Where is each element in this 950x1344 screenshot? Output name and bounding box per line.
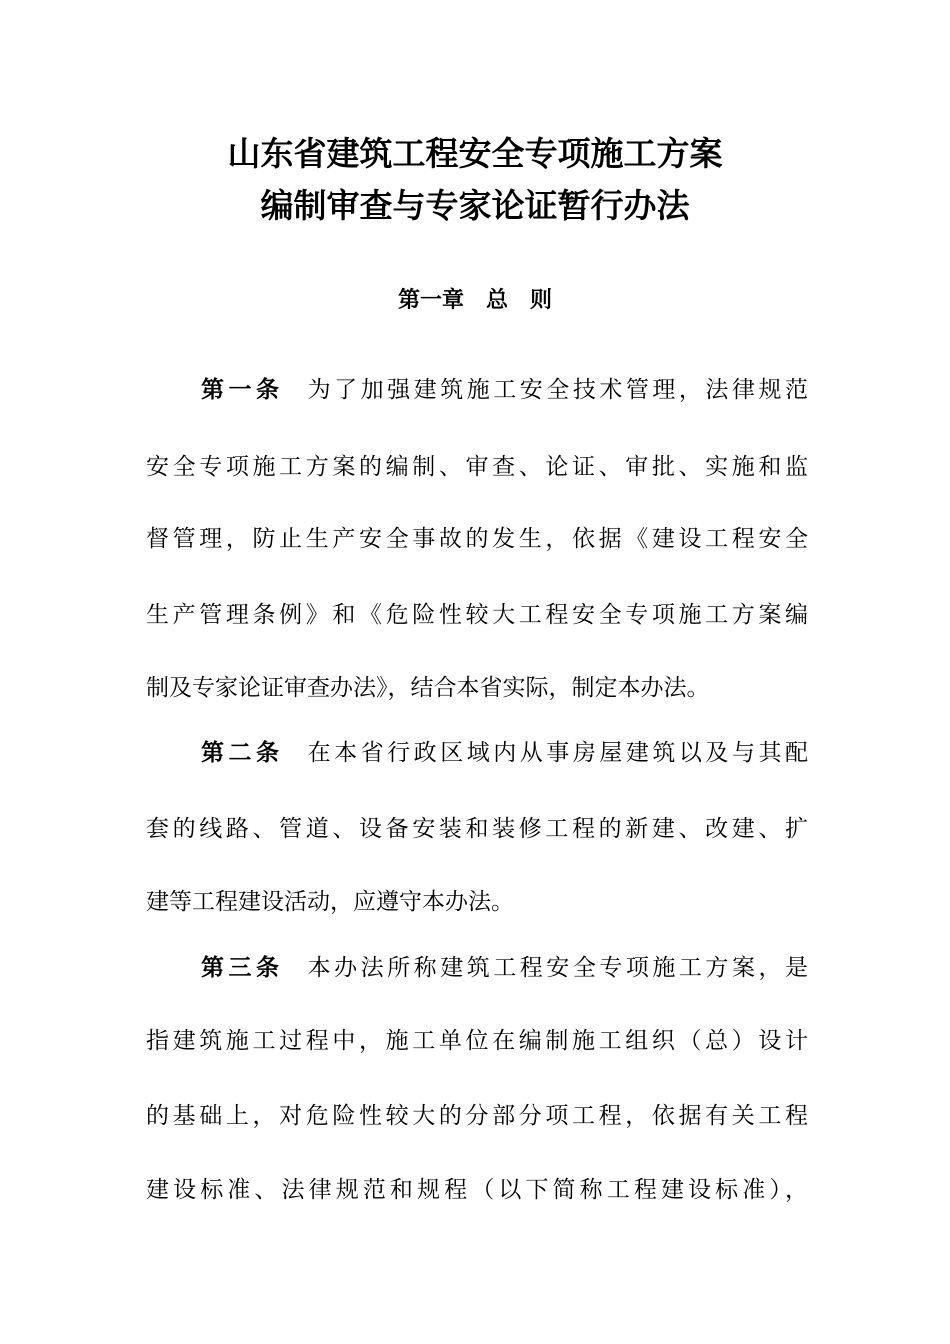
article-1-line-2: 安全专项施工方案的编制、审查、论证、审批、实施和监 [146, 454, 808, 480]
document-title-line-1: 山东省建筑工程安全专项施工方案 [227, 134, 723, 173]
document-title-line-2: 编制审查与专家论证暂行办法 [260, 186, 690, 225]
article-1-text: 为了加强建筑施工安全技术管理，法律规范 [307, 377, 808, 403]
article-1-line-3: 督管理，防止生产安全事故的发生，依据《建设工程安全 [146, 526, 808, 552]
article-2-text: 在本省行政区域内从事房屋建筑以及与其配 [307, 740, 808, 766]
article-2-line-2: 套的线路、管道、设备安装和装修工程的新建、改建、扩 [146, 816, 808, 842]
article-2-line-1 [201, 735, 808, 771]
article-3-text: 本办法所称建筑工程安全专项施工方案，是 [307, 955, 808, 981]
chapter-heading: 第一章 总 则 [397, 288, 552, 313]
article-3-line-1 [201, 950, 808, 986]
article-1-label: 第一条 [201, 377, 284, 403]
article-3-line-2: 指建筑施工过程中，施工单位在编制施工组织（总）设计 [146, 1028, 808, 1054]
article-3-line-3: 的基础上，对危险性较大的分部分项工程，依据有关工程 [146, 1103, 808, 1129]
article-2-line-3: 建等工程建设活动，应遵守本办法。 [146, 889, 514, 915]
article-3-label: 第三条 [201, 955, 284, 981]
article-1-line-5: 制及专家论证审查办法》，结合本省实际，制定本办法。 [146, 675, 710, 701]
article-1-line-1 [201, 372, 808, 408]
article-1-line-4: 生产管理条例》和《危险性较大工程安全专项施工方案编 [146, 602, 808, 628]
article-2-label: 第二条 [201, 740, 284, 766]
article-3-line-4: 建设标准、法律规范和规程（以下简称工程建设标准）， [146, 1177, 808, 1203]
